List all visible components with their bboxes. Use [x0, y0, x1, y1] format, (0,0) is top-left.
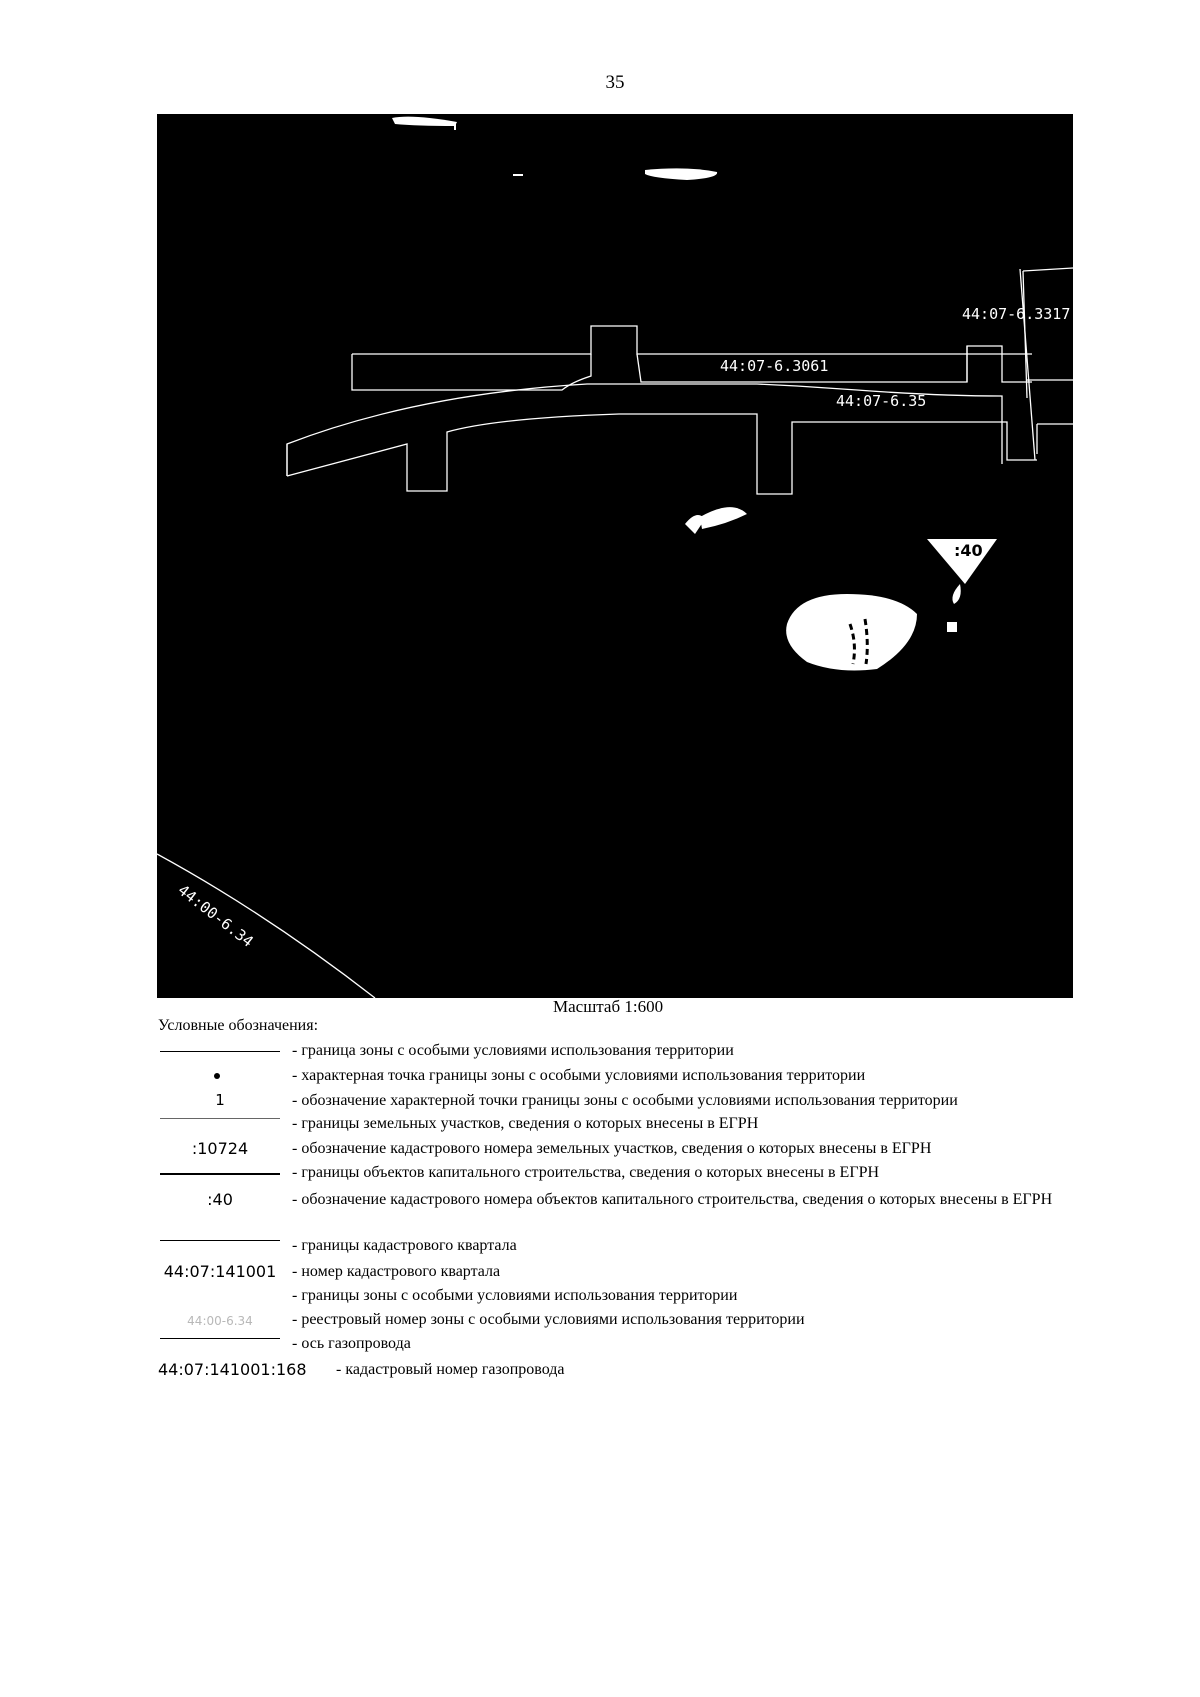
legend-text: - номер кадастрового квартала	[292, 1263, 501, 1280]
parcel-boundary	[637, 346, 1032, 382]
map-blob	[392, 117, 457, 126]
map-blob	[685, 507, 747, 534]
legend-text: - обозначение характерной точки границы зоны с особыми условиями использования территории	[292, 1092, 958, 1109]
label-zone-34: 44:00-6.34	[174, 880, 257, 951]
legend-symbol: 44:07:141001	[163, 1262, 277, 1281]
label-object-40: :40	[954, 541, 983, 560]
legend-text: - обозначение кадастрового номера земельных участков, сведения о которых внесены в ЕГРН	[292, 1140, 932, 1157]
legend-symbol: 44:00-6.34	[187, 1314, 253, 1328]
map-blob	[952, 584, 960, 604]
parcel-boundary	[287, 414, 1037, 494]
point-icon	[214, 1073, 220, 1079]
legend-line-building	[160, 1173, 280, 1175]
legend-symbol: :40	[207, 1190, 233, 1209]
legend-text: - границы объектов капитального строительства, сведения о которых внесены в ЕГРН	[292, 1164, 880, 1181]
parcel-boundary	[352, 326, 1032, 354]
legend-line-gas-pipe	[160, 1338, 280, 1339]
legend-symbol: :10724	[191, 1139, 249, 1158]
map-blob	[513, 174, 523, 176]
parcel-boundary	[157, 854, 375, 998]
page-number: 35	[605, 72, 625, 93]
map-blob	[947, 622, 957, 632]
cadastral-map	[157, 114, 1073, 998]
parcel-boundary	[1023, 268, 1073, 271]
legend-line-parcel	[160, 1118, 280, 1119]
legend-symbol: 1	[215, 1091, 225, 1109]
legend-text: - границы кадастрового квартала	[292, 1237, 517, 1254]
map-blob	[645, 168, 717, 180]
label-zone-3061: 44:07-6.3061	[720, 357, 829, 375]
label-zone-3317: 44:07-6.3317	[962, 305, 1071, 323]
legend-text: - ось газопровода	[292, 1335, 411, 1352]
legend-text: - реестровый номер зоны с особыми условиями использования территории	[292, 1311, 805, 1328]
legend-text: - границы земельных участков, сведения о которых внесены в ЕГРН	[292, 1115, 759, 1132]
legend-text: - обозначение кадастрового номера объектов капитального строительства, сведения о которых внесены в ЕГРН	[292, 1191, 1053, 1208]
parcel-boundary	[352, 354, 591, 390]
legend-title: Условные обозначения:	[158, 1017, 319, 1034]
legend-line-zone-border	[160, 1051, 280, 1052]
label-zone-35: 44:07-6.35	[836, 392, 927, 410]
map-blob	[786, 594, 917, 670]
legend-text: - граница зоны с особыми условиями использования территории	[292, 1042, 734, 1059]
legend-line-quarter	[160, 1240, 280, 1241]
map-blob	[454, 124, 456, 130]
legend-text: - границы зоны с особыми условиями использования территории	[292, 1287, 738, 1304]
legend-text: - характерная точка границы зоны с особыми условиями использования территории	[292, 1067, 866, 1084]
legend-symbol: 44:07:141001:168	[158, 1360, 307, 1379]
scale-caption: Масштаб 1:600	[553, 997, 664, 1016]
legend-text: - кадастровый номер газопровода	[336, 1361, 565, 1378]
parcel-boundary	[1020, 269, 1035, 460]
